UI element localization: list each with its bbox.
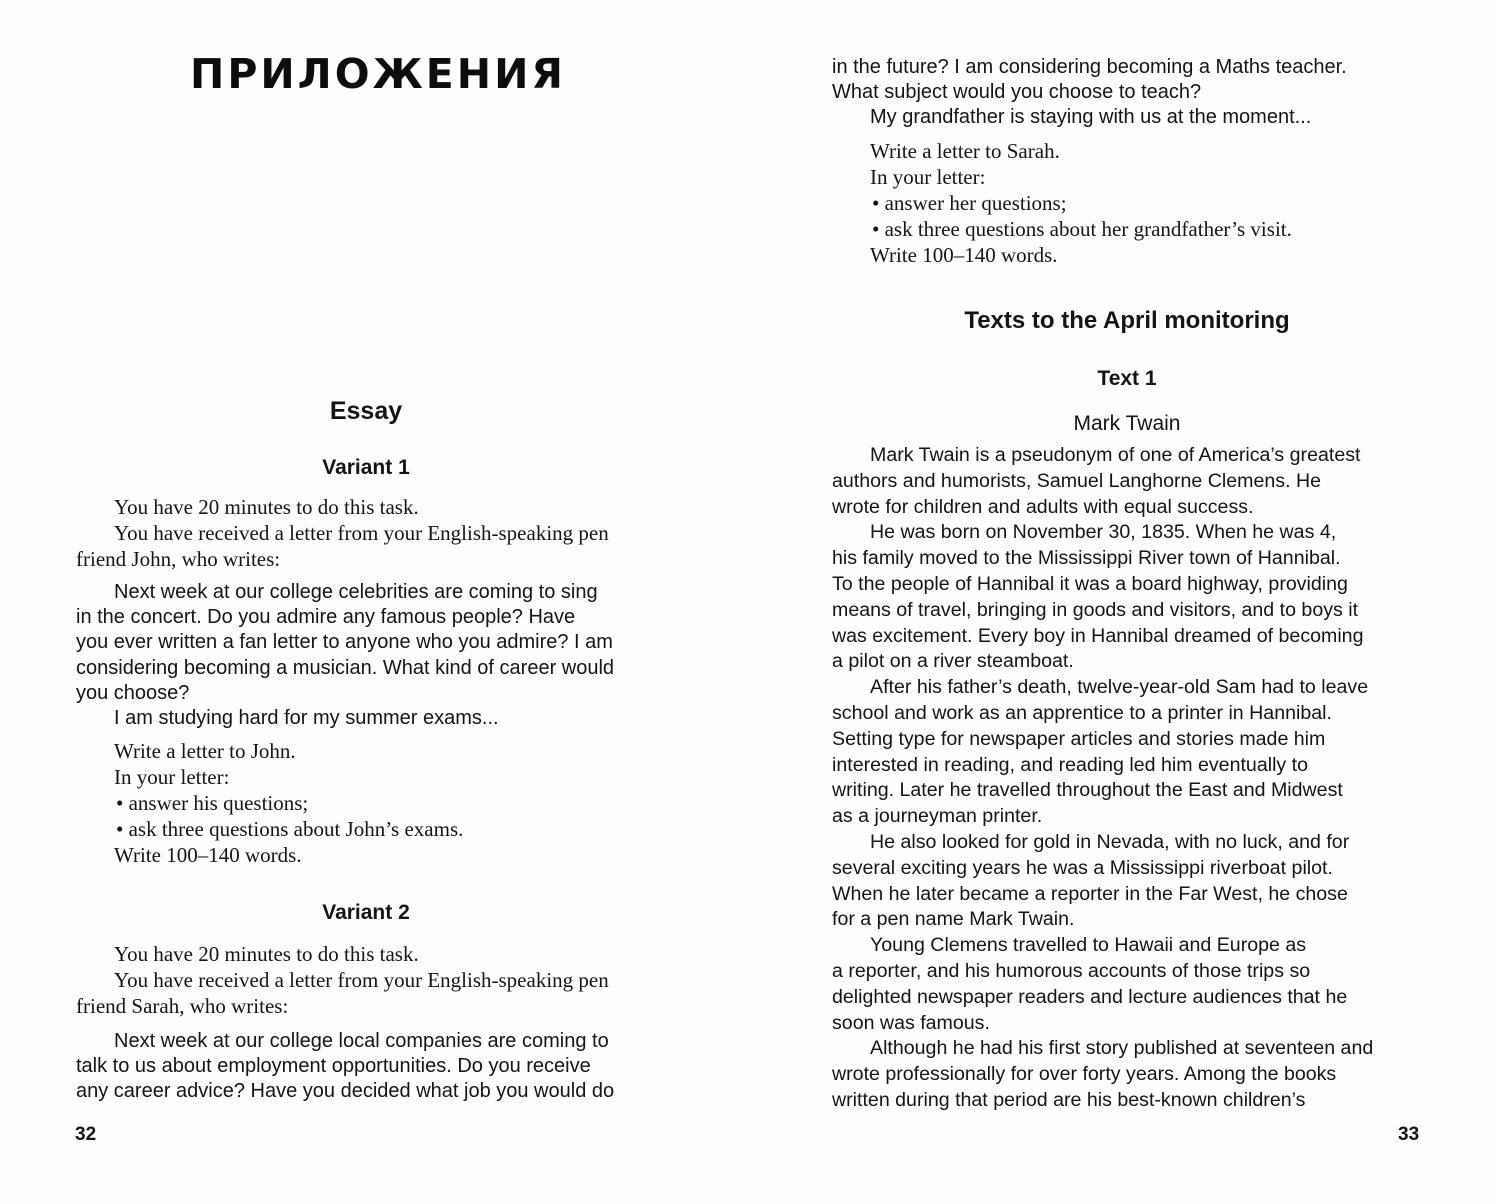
- variant-1-letter: [76, 580, 614, 731]
- task-bullet: • ask three questions about John’s exams.: [116, 817, 464, 841]
- story-line: several exciting years he was a Mississippi riverboat pilot.: [832, 856, 1333, 879]
- story-line: When he later became a reporter in the Far West, he chose: [832, 882, 1348, 905]
- variant-2-letter-continued: [832, 55, 1347, 131]
- text-title: Mark Twain: [1073, 412, 1181, 435]
- letter-line: any career advice? Have you decided what job you would do: [76, 1080, 615, 1103]
- story-line: writing. Later he travelled throughout the East and Midwest: [832, 779, 1343, 802]
- story-line: To the people of Hannibal it was a board highway, providing: [832, 572, 1348, 595]
- story-line: He also looked for gold in Nevada, with no luck, and for: [870, 830, 1350, 853]
- letter-line: considering becoming a musician. What kind of career would: [76, 656, 615, 679]
- text-heading: Text 1: [1097, 367, 1157, 390]
- variant-2-instructions: [76, 941, 609, 1019]
- letter-line: you ever written a fan letter to anyone who you admire? I am: [76, 631, 613, 654]
- chapter-title: ПРИЛОЖЕНИЯ: [190, 50, 566, 98]
- letter-line: My grandfather is staying with us at the moment...: [870, 106, 1312, 129]
- story-line: delighted newspaper readers and lecture audiences that he: [832, 985, 1348, 1008]
- task-bullet: • answer his questions;: [116, 791, 309, 815]
- story-line: authors and humorists, Samuel Langhorne Clemens. He: [832, 469, 1322, 492]
- story-line: was excitement. Every boy in Hannibal dreamed of becoming: [832, 624, 1364, 647]
- story-line: wrote professionally for over forty years. Among the books: [832, 1063, 1337, 1086]
- story-line: He was born on November 30, 1835. When he was 4,: [870, 521, 1337, 544]
- task-line: Write a letter to John.: [114, 739, 296, 763]
- task-line: Write a letter to Sarah.: [870, 139, 1060, 163]
- page-number-left: 32: [75, 1124, 97, 1145]
- instruction-line: friend Sarah, who writes:: [76, 994, 289, 1018]
- task-bullet: • answer her questions;: [872, 191, 1067, 215]
- story-body: [832, 443, 1373, 1114]
- variant-1-heading: Variant 1: [322, 456, 410, 479]
- story-line: means of travel, bringing in goods and visitors, and to boys it: [832, 598, 1359, 621]
- page-number-right: 33: [1398, 1124, 1420, 1145]
- essay-heading: Essay: [329, 397, 403, 425]
- letter-line: Next week at our college local companies are coming to: [114, 1030, 609, 1052]
- story-line: soon was famous.: [832, 1011, 990, 1034]
- letter-line: you choose?: [76, 681, 190, 704]
- task-line: In your letter:: [870, 165, 986, 189]
- variant-1-instructions: [76, 494, 609, 572]
- instruction-line: You have received a letter from your English-speaking pen: [114, 521, 609, 545]
- story-line: his family moved to the Mississippi River town of Hannibal.: [832, 547, 1341, 570]
- left-page: [0, 0, 746, 1204]
- variant-2-task: [832, 138, 1292, 268]
- story-line: a reporter, and his humorous accounts of those trips so: [832, 959, 1311, 982]
- letter-line: talk to us about employment opportunities. Do you receive: [76, 1055, 591, 1078]
- right-page: [746, 0, 1493, 1204]
- variant-2-heading: Variant 2: [322, 901, 410, 924]
- instruction-line: You have 20 minutes to do this task.: [114, 942, 419, 966]
- story-line: wrote for children and adults with equal success.: [832, 495, 1254, 518]
- task-bullet: • ask three questions about her grandfather’s visit.: [872, 217, 1292, 241]
- section-heading: Texts to the April monitoring: [964, 307, 1290, 334]
- story-line: as a journeyman printer.: [832, 805, 1043, 828]
- letter-line: What subject would you choose to teach?: [832, 81, 1202, 104]
- story-line: a pilot on a river steamboat.: [832, 650, 1074, 673]
- instruction-line: friend John, who writes:: [76, 547, 281, 571]
- variant-1-task: [76, 738, 463, 868]
- task-line: Write 100–140 words.: [870, 243, 1058, 267]
- letter-line: in the concert. Do you admire any famous people? Have: [76, 606, 576, 629]
- story-line: Mark Twain is a pseudonym of one of America’s greatest: [870, 444, 1361, 466]
- letter-line: I am studying hard for my summer exams...: [114, 707, 499, 730]
- story-line: After his father’s death, twelve-year-old Sam had to leave: [870, 676, 1369, 699]
- instruction-line: You have 20 minutes to do this task.: [114, 495, 419, 519]
- story-line: Setting type for newspaper articles and stories made him: [832, 727, 1326, 750]
- story-line: written during that period are his best-known children’s: [832, 1088, 1306, 1111]
- story-line: interested in reading, and reading led him eventually to: [832, 753, 1308, 776]
- variant-2-letter: [76, 1029, 614, 1105]
- story-line: for a pen name Mark Twain.: [832, 908, 1075, 931]
- task-line: In your letter:: [114, 765, 230, 789]
- story-line: school and work as an apprentice to a printer in Hannibal.: [832, 701, 1332, 724]
- instruction-line: You have received a letter from your English-speaking pen: [114, 968, 609, 992]
- task-line: Write 100–140 words.: [114, 843, 302, 867]
- letter-line: Next week at our college celebrities are coming to sing: [114, 581, 598, 603]
- story-line: Young Clemens travelled to Hawaii and Europe as: [870, 934, 1307, 957]
- story-line: Although he had his first story published at seventeen and: [870, 1037, 1374, 1060]
- letter-line: in the future? I am considering becoming a Maths teacher.: [832, 56, 1347, 78]
